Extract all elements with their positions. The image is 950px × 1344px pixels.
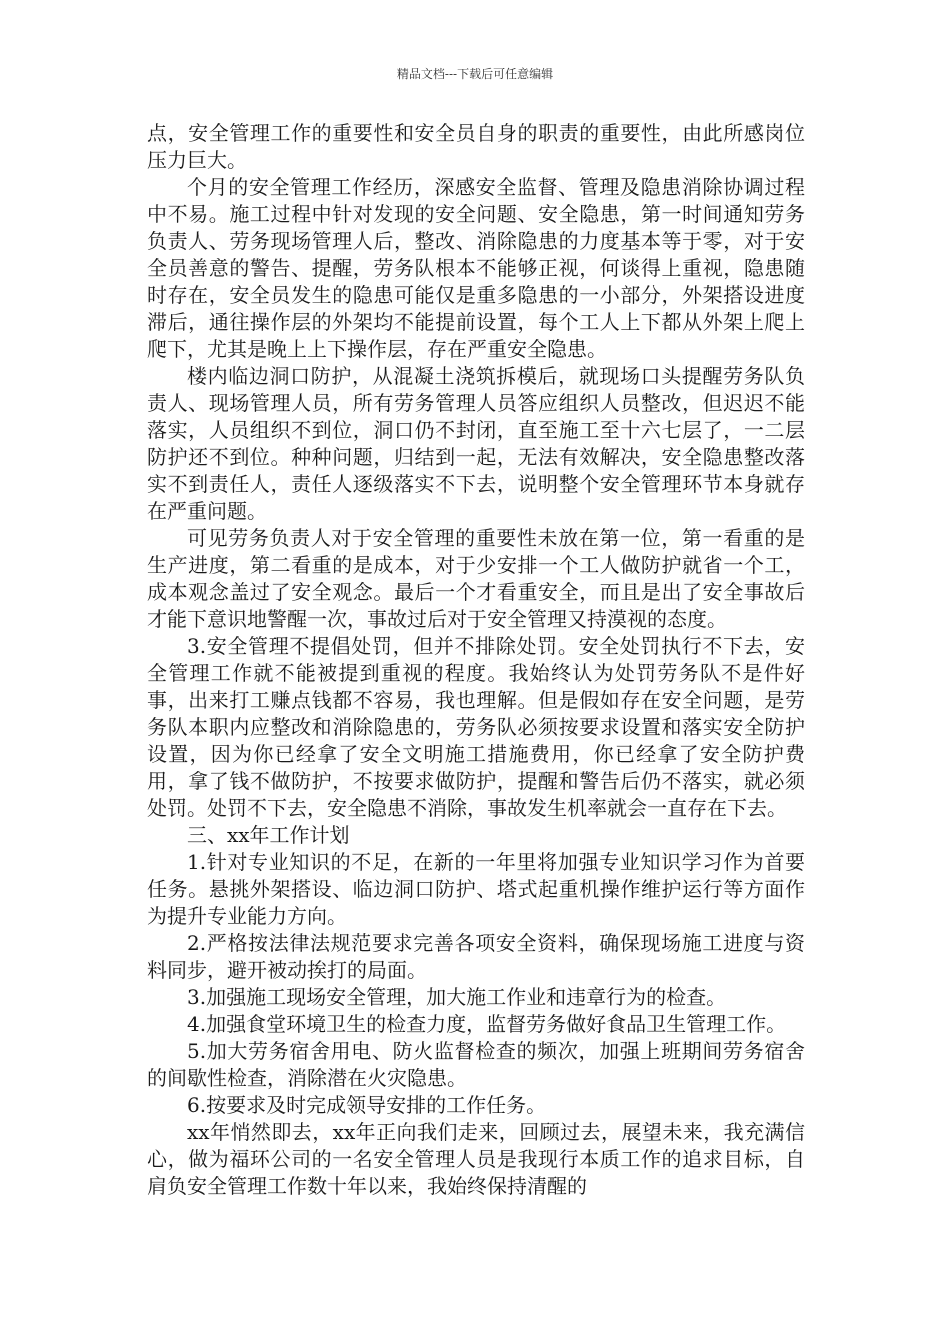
paragraph-5: 3.安全管理不提倡处罚，但并不排除处罚。安全处罚执行不下去，安全管理工作就不能被提到重视的程度。我始终认为处罚劳务队不是件好事，出来打工赚点钱都不容易，我也理解。但是假如存在安全问题，是劳务队本职内应整改和消除隐患的，劳务队必须按要求设置和落实安全防护设置，因为你已经拿了安全文明施工措施费用，你已经拿了安全防护费用，拿了钱不做防护，不按要求做防护，提醒和警告后仍不落实，就必须处罚。处罚不下去，安全隐患不消除，事故发生机率就会一直存在下去。 <box>147 634 805 820</box>
plan-item-3: 3.加强施工现场安全管理，加大施工作业和违章行为的检查。 <box>187 985 727 1009</box>
paragraph-1: 点，安全管理工作的重要性和安全员自身的职责的重要性，由此所感岗位压力巨大。 <box>147 121 805 172</box>
page-header: 精品文档---下载后可任意编辑 <box>396 67 554 81</box>
plan-item-5: 5.加大劳务宿舍用电、防火监督检查的频次，加强上班期间劳务宿舍的间歇性检查，消除潜在火灾隐患。 <box>147 1039 805 1090</box>
section-heading: 三、xx年工作计划 <box>187 823 350 847</box>
paragraph-2: 个月的安全管理工作经历，深感安全监督、管理及隐患消除协调过程中不易。施工过程中针对发现的安全问题、安全隐患，第一时间通知劳务负责人、劳务现场管理人后，整改、消除隐患的力度基本等于零，对于安全员善意的警告、提醒，劳务队根本不能够正视，何谈得上重视，隐患随时存在，安全员发生的隐患可能仅是重多隐患的一小部分，外架搭设进度滞后，通往操作层的外架均不能提前设置，每个工人上下都从外架上爬上爬下，尤其是晚上上下操作层，存在严重安全隐患。 <box>147 175 805 361</box>
plan-item-4: 4.加强食堂环境卫生的检查力度，监督劳务做好食品卫生管理工作。 <box>187 1012 787 1036</box>
plan-item-2: 2.严格按法律法规范要求完善各项安全资料，确保现场施工进度与资料同步，避开被动挨打的局面。 <box>147 931 805 982</box>
plan-item-6: 6.按要求及时完成领导安排的工作任务。 <box>187 1093 547 1117</box>
paragraph-3: 楼内临边洞口防护，从混凝土浇筑拆模后，就现场口头提醒劳务队负责人、现场管理人员，所有劳务管理人员答应组织人员整改，但迟迟不能落实，人员组织不到位，洞口仍不封闭，直至施工至十六七层了，一二层防护还不到位。种种问题，归结到一起，无法有效解决，安全隐患整改落实不到责任人，责任人逐级落实不下去，说明整个安全管理环节本身就存在严重问题。 <box>147 364 805 523</box>
paragraph-4: 可见劳务负责人对于安全管理的重要性未放在第一位，第一看重的是生产进度，第二看重的是成本，对于少安排一个工人做防护就省一个工，成本观念盖过了安全观念。最后一个才看重安全，而且是出了安全事故后才能下意识地警醒一次，事故过后对于安全管理又持漠视的态度。 <box>147 526 805 631</box>
document-body <box>147 120 805 1200</box>
closing-paragraph: xx年悄然即去，xx年正向我们走来，回顾过去，展望未来，我充满信心，做为福环公司的一名安全管理人员是我现行本质工作的追求目标，自肩负安全管理工作数十年以来，我始终保持清醒的 <box>147 1120 805 1198</box>
plan-item-1: 1.针对专业知识的不足，在新的一年里将加强专业知识学习作为首要任务。悬挑外架搭设、临边洞口防护、塔式起重机操作维护运行等方面作为提升专业能力方向。 <box>147 850 805 928</box>
